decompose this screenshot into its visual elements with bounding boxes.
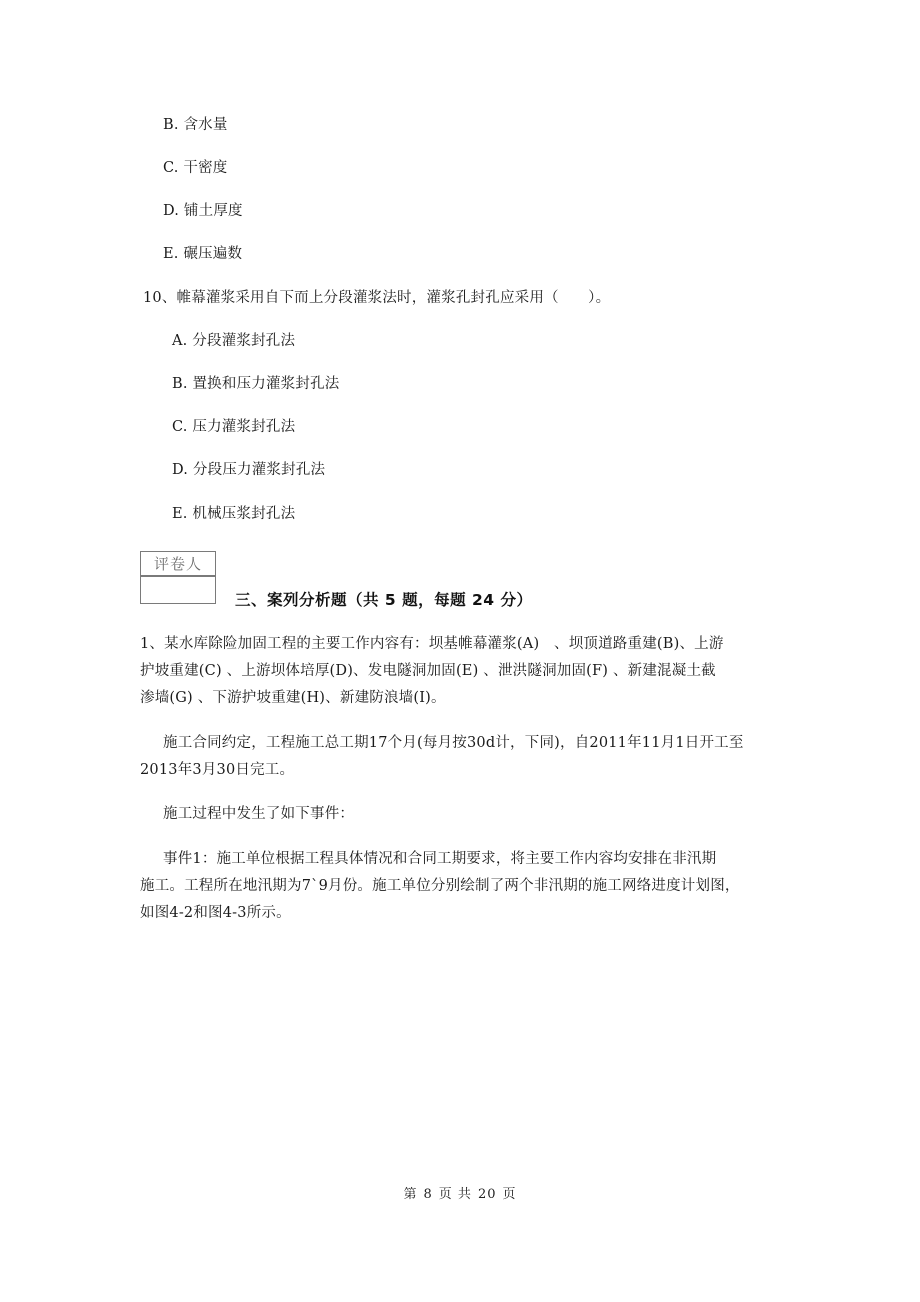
option-b: B. 含水量 [163,117,228,133]
question-10-option-a: A. 分段灌浆封孔法 [172,333,296,349]
option-d: D. 铺土厚度 [163,203,243,219]
option-e: E. 碾压遍数 [163,246,243,262]
event-1-line-1: 事件1：施工单位根据工程具体情况和合同工期要求，将主要工作内容均安排在非汛期 [163,851,717,867]
grader-score-field[interactable] [141,577,215,603]
question-10-option-e: E. 机械压浆封孔法 [172,506,296,522]
events-intro: 施工过程中发生了如下事件： [163,806,355,822]
contract-line-1: 施工合同约定，工程施工总工期17个月(每月按30d计，下同)，自2011年11月1日开工至 [163,735,744,751]
footer-middle: 页 共 [438,1187,472,1202]
question-10-option-c: C. 压力灌浆封孔法 [172,419,296,435]
footer-prefix: 第 [403,1187,418,1202]
case-1-intro-line-2: 护坡重建(C) 、上游坝体培厚(D)、发电隧洞加固(E) 、泄洪隧洞加固(F) 、新建混凝土截 [140,663,716,679]
question-10-option-d: D. 分段压力灌浆封孔法 [172,462,326,478]
case-1-intro-line-1: 1、某水库除险加固工程的主要工作内容有：坝基帷幕灌浆(A) 、坝顶道路重建(B)、上游 [140,636,724,652]
grader-label: 评卷人 [141,552,215,577]
event-1-line-3: 如图4-2和图4-3所示。 [140,905,291,921]
section-heading: 三、案列分析题（共 5 题，每题 24 分） [235,591,533,609]
contract-line-2: 2013年3月30日完工。 [140,762,295,778]
footer-current-page: 8 [423,1187,433,1202]
footer-suffix: 页 [502,1187,517,1202]
case-1-intro-line-3: 渗墙(G) 、下游护坡重建(H)、新建防浪墙(I)。 [140,690,446,706]
option-c: C. 干密度 [163,160,228,176]
event-1-line-2: 施工。工程所在地汛期为7`9月份。施工单位分别绘制了两个非汛期的施工网络进度计划图， [140,878,740,894]
page-footer [0,1186,920,1204]
question-10-option-b: B. 置换和压力灌浆封孔法 [172,376,340,392]
grader-box [140,551,216,604]
question-10-stem: 10、帷幕灌浆采用自下而上分段灌浆法时，灌浆孔封孔应采用（ ）。 [143,290,611,306]
footer-total-pages: 20 [477,1187,497,1202]
